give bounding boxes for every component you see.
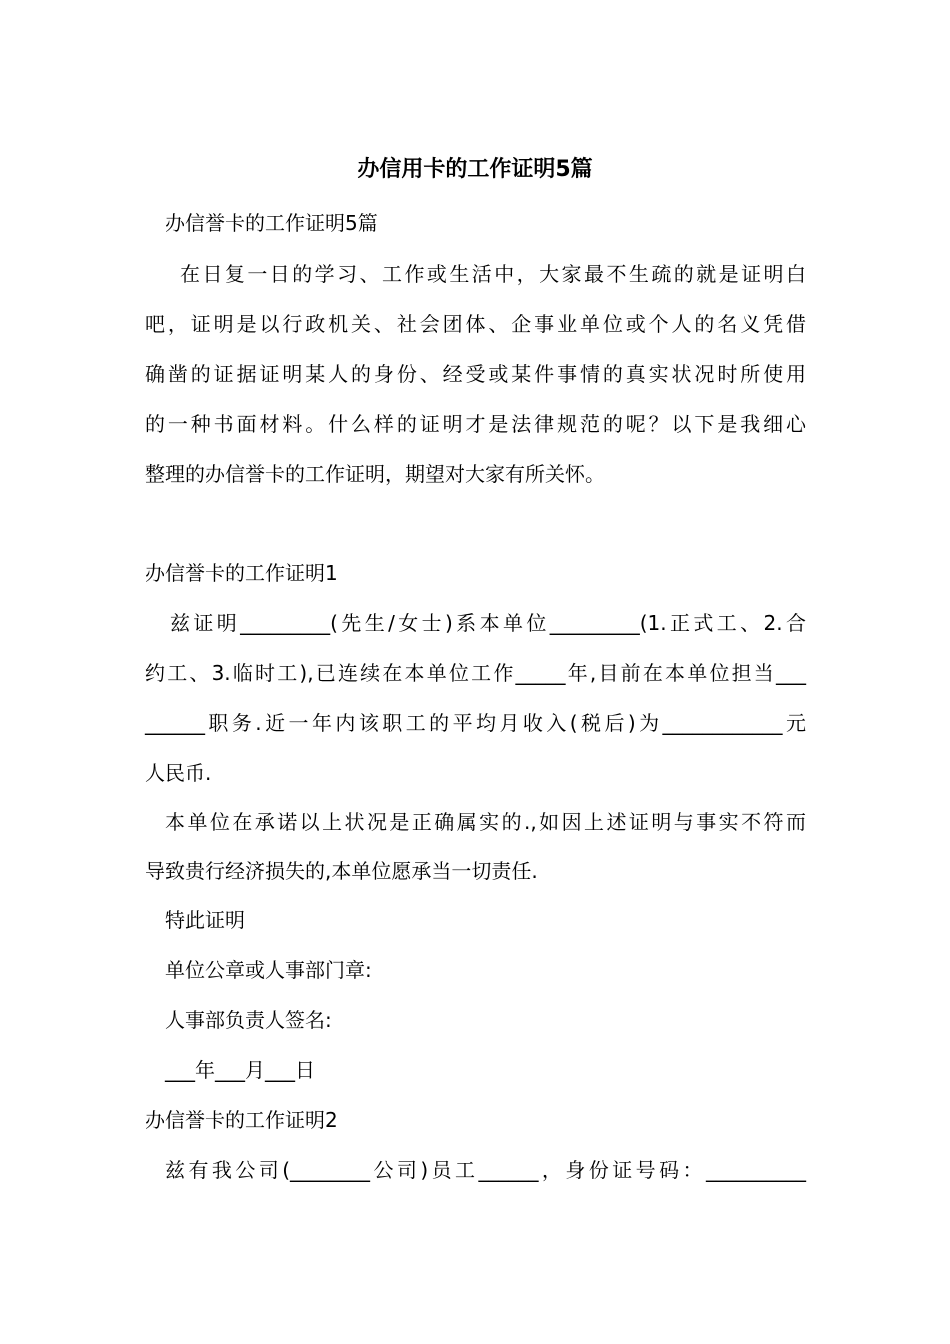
signature-label: 人事部负责人签名: [165,1008,332,1032]
section-1-body-line-4: 人民币. [145,761,212,785]
document-title: 办信用卡的工作证明5篇 [357,157,593,182]
document-subtitle: 办信誉卡的工作证明5篇 [165,211,378,235]
section-2-body-line-1: 兹有我公司(________公司)员工______，身份证号码：__________ [165,1158,806,1182]
intro-line-4: 的一种书面材料。什么样的证明才是法律规范的呢？以下是我细心 [145,412,806,436]
date-line: ___年___月___日 [165,1058,315,1082]
intro-line-3: 确凿的证据证明某人的身份、经受或某件事情的真实状况时所使用 [145,362,806,386]
section-2-heading: 办信誉卡的工作证明2 [145,1108,338,1132]
section-1-body-line-1: 兹证明_________(先生/女士)系本单位_________(1.正式工、2.合 [170,611,806,635]
certify-text: 特此证明 [165,908,245,932]
section-1-body-line-3: ______职务.近一年内该职工的平均月收入(税后)为____________元 [145,711,806,735]
intro-line-2: 吧，证明是以行政机关、社会团体、企事业单位或个人的名义凭借 [145,312,806,336]
section-1-heading: 办信誉卡的工作证明1 [145,561,338,585]
section-1-promise-line-2: 导致贵行经济损失的,本单位愿承当一切责任. [145,859,538,883]
seal-label: 单位公章或人事部门章: [165,958,372,982]
section-1-promise-line-1: 本单位在承诺以上状况是正确属实的.,如因上述证明与事实不符而 [165,810,806,834]
intro-line-5: 整理的办信誉卡的工作证明，期望对大家有所关怀。 [145,462,605,486]
section-1-body-line-2: 约工、3.临时工),已连续在本单位工作_____年,目前在本单位担当___ [145,661,806,685]
intro-line-1: 在日复一日的学习、工作或生活中，大家最不生疏的就是证明白 [180,262,806,286]
